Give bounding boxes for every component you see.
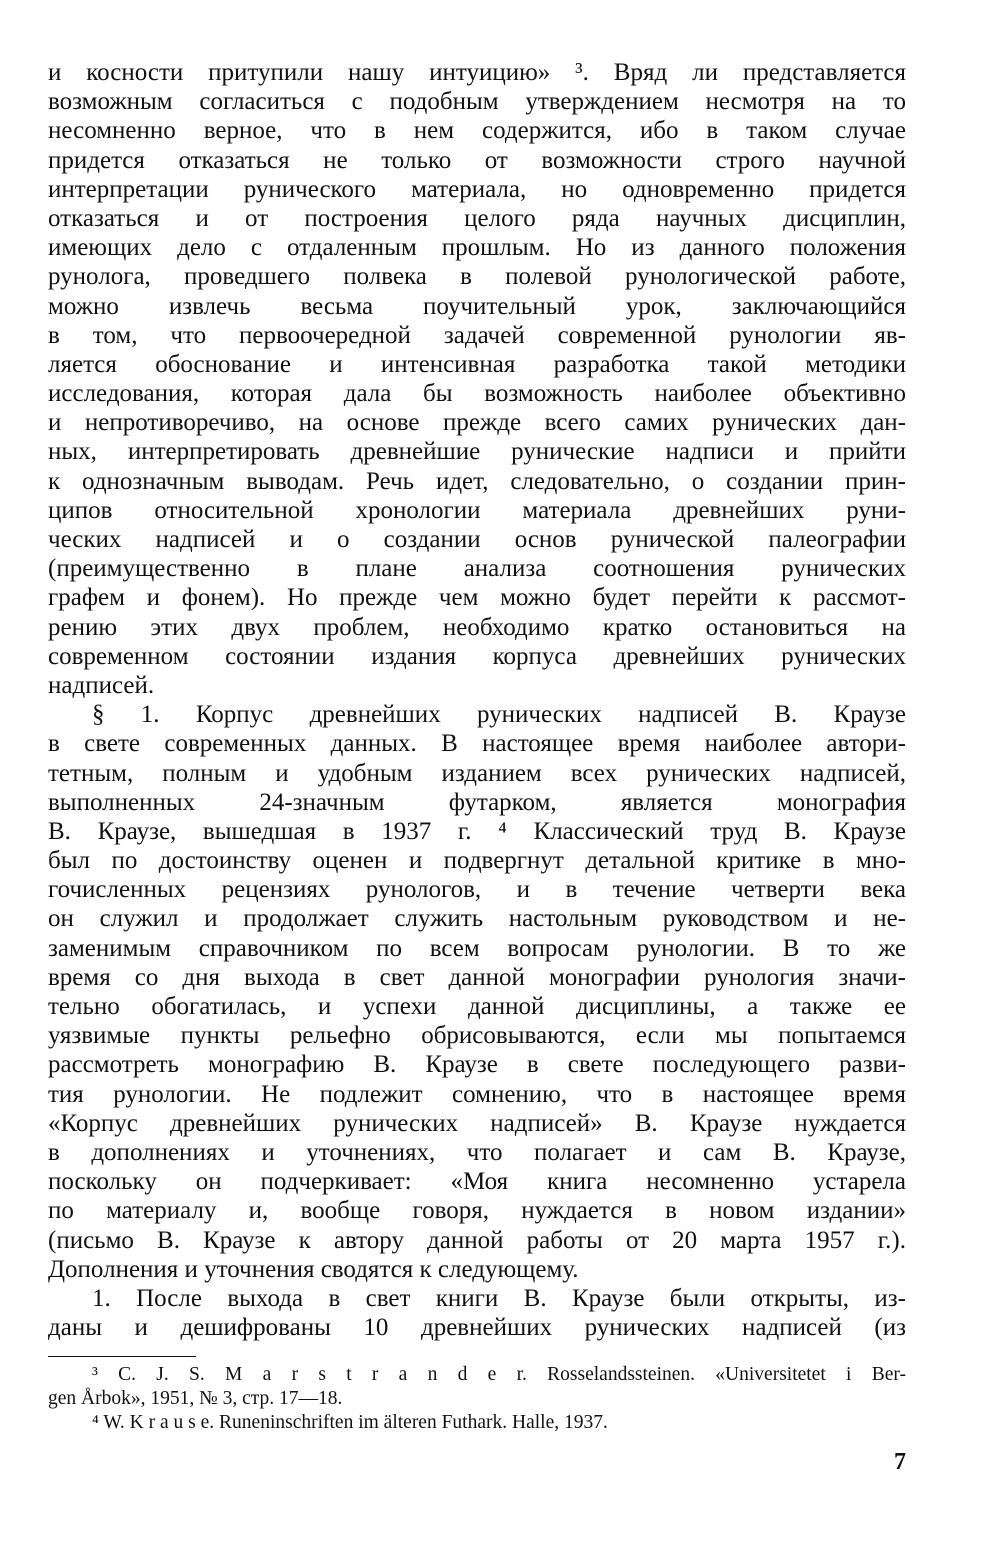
text-line: рунолога, проведшего полвека в полевой рунологической работе, (48, 263, 906, 291)
text-line: время со дня выхода в свет данной монографии рунология значи- (48, 963, 906, 991)
text-line: к однозначным выводам. Речь идет, следовательно, о создании прин- (48, 467, 906, 495)
text-line: несомненно верное, что в нем содержится, ибо в таком случае (48, 117, 906, 145)
footnote-3: ³ C. J. S. M a r s t r a n d e r. Rosselandssteinen. «Universitetet i Ber- (92, 1364, 906, 1386)
text-line: современном состоянии издания корпуса древнейших рунических (48, 642, 906, 670)
text-line: графем и фонем). Но прежде чем можно будет перейти к рассмот- (48, 584, 906, 612)
text-line: уязвимые пункты рельефно обрисовываются, если мы попытаемся (48, 1022, 906, 1050)
footnote-separator (48, 1356, 196, 1357)
text-line: интерпретации рунического материала, но одновременно придется (48, 175, 906, 203)
page-text (48, 58, 906, 1435)
text-line: тетным, полным и удобным изданием всех рунических надписей, (48, 759, 906, 787)
text-line: поскольку он подчеркивает: «Моя книга несомненно устарела (48, 1168, 906, 1196)
text-line: 1. После выхода в свет книги В. Краузе были открыты, из- (92, 1284, 906, 1312)
text-line: ципов относительной хронологии материала древнейших руни- (48, 496, 906, 524)
text-line: заменимым справочником по всем вопросам рунологии. В то же (48, 934, 906, 962)
footnote-4: ⁴ W. K r a u s e. Runeninschriften im älteren Futhark. Halle, 1937. (92, 1412, 608, 1434)
text-line: гочисленных рецензиях рунологов, и в течение четверти века (48, 876, 906, 904)
text-line: надписей. (48, 671, 155, 699)
text-line: тия рунологии. Не подлежит сомнению, что в настоящее время (48, 1080, 906, 1108)
text-line: имеющих дело с отдаленным прошлым. Но из данного положения (48, 234, 906, 262)
text-line: и непротиворечиво, на основе прежде всего самих рунических дан- (48, 409, 906, 437)
text-line: отказаться и от построения целого ряда научных дисциплин, (48, 204, 906, 232)
body-text (48, 58, 906, 1342)
text-line: (преимущественно в плане анализа соотношения рунических (48, 555, 906, 583)
text-line: рению этих двух проблем, необходимо кратко остановиться на (48, 613, 906, 641)
page-number: 7 (894, 1449, 906, 1475)
footnotes (48, 1363, 906, 1435)
text-line: ных, интерпретировать древнейшие рунические надписи и прийти (48, 438, 906, 466)
text-line: можно извлечь весьма поучительный урок, заключающийся (48, 292, 906, 320)
text-line: исследования, которая дала бы возможность наиболее объективно (48, 380, 906, 408)
text-line: рассмотреть монографию В. Краузе в свете последующего разви- (48, 1051, 906, 1079)
text-line: ляется обоснование и интенсивная разработка такой методики (48, 350, 906, 378)
text-line: был по достоинству оценен и подвергнут детальной критике в мно- (48, 847, 906, 875)
text-line: он служил и продолжает служить настольным руководством и не- (48, 905, 906, 933)
text-line: по материалу и, вообще говоря, нуждается в новом издании» (48, 1197, 906, 1225)
text-line: ческих надписей и о создании основ рунической палеографии (48, 526, 906, 553)
section-heading-line: § 1. Корпус древнейших рунических надписей В. Краузе (92, 701, 906, 729)
footnote-3-continuation: gen Årbok», 1951, № 3, стр. 17—18. (48, 1388, 343, 1410)
text-line: в том, что первоочередной задачей современной рунологии яв- (48, 321, 906, 349)
text-line: (письмо В. Краузе к автору данной работы от 20 марта 1957 г.). (48, 1226, 906, 1254)
text-line: в дополнениях и уточнениях, что полагает и сам В. Краузе, (48, 1138, 906, 1166)
text-line: «Корпус древнейших рунических надписей» В. Краузе нуждается (48, 1109, 906, 1137)
text-line: придется отказаться не только от возможности строго научной (48, 146, 906, 174)
text-line: и косности притупили нашу интуицию» ³. Вряд ли представляется (48, 59, 906, 86)
text-line: В. Краузе, вышедшая в 1937 г. ⁴ Классический труд В. Краузе (48, 817, 906, 845)
text-line: тельно обогатилась, и успехи данной дисциплины, а также ее (48, 993, 906, 1020)
text-line: в свете современных данных. В настоящее время наиболее автори- (48, 730, 906, 758)
text-line: Дополнения и уточнения сводятся к следующему. (48, 1255, 579, 1283)
text-line: выполненных 24-значным футарком, является монография (48, 788, 906, 816)
text-line: возможным согласиться с подобным утверждением несмотря на то (48, 88, 906, 116)
text-line: даны и дешифрованы 10 древнейших рунических надписей (из (48, 1314, 906, 1342)
